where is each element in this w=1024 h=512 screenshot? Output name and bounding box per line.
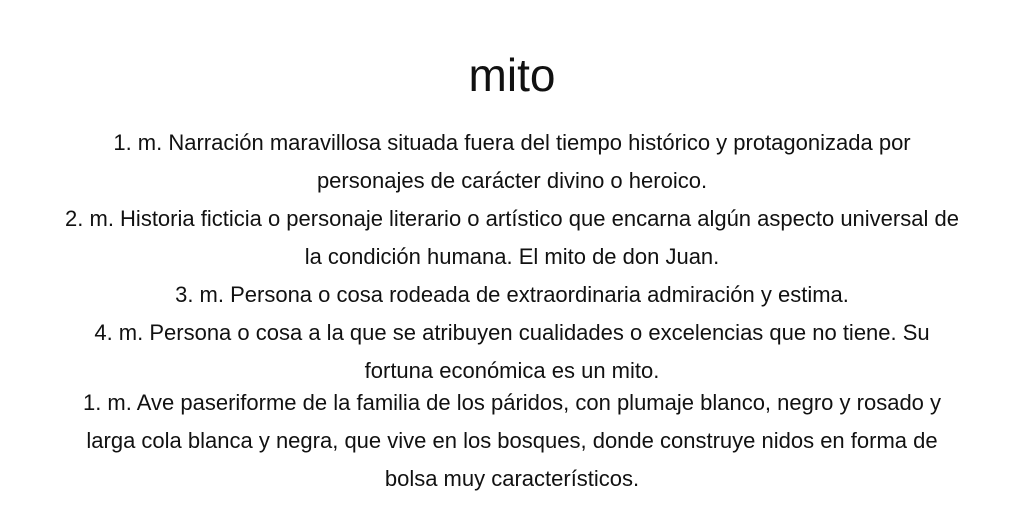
entry-title: mito xyxy=(468,49,556,101)
definition-item: 1. m. Narración maravillosa situada fuera del tiempo histórico y protagonizada por personajes de carácter divino o heroico. xyxy=(113,130,911,193)
definition-item: 4. m. Persona o cosa a la que se atribuyen cualidades o excelencias que no tiene. Su fortuna económica es un mito. xyxy=(94,320,930,383)
definition-item: 2. m. Historia ficticia o personaje literario o artístico que encarna algún aspecto universal de la condición humana. El mito de don Juan. xyxy=(65,206,959,269)
definition-item: 1. m. Ave paseriforme de la familia de los páridos, con plumaje blanco, negro y rosado y larga cola blanca y negra, que vive en los bosques, donde construye nidos en forma de bolsa muy característicos. xyxy=(82,390,942,491)
definition-item: 3. m. Persona o cosa rodeada de extraordinaria admiración y estima. xyxy=(175,282,849,307)
definitions-list xyxy=(62,124,962,498)
